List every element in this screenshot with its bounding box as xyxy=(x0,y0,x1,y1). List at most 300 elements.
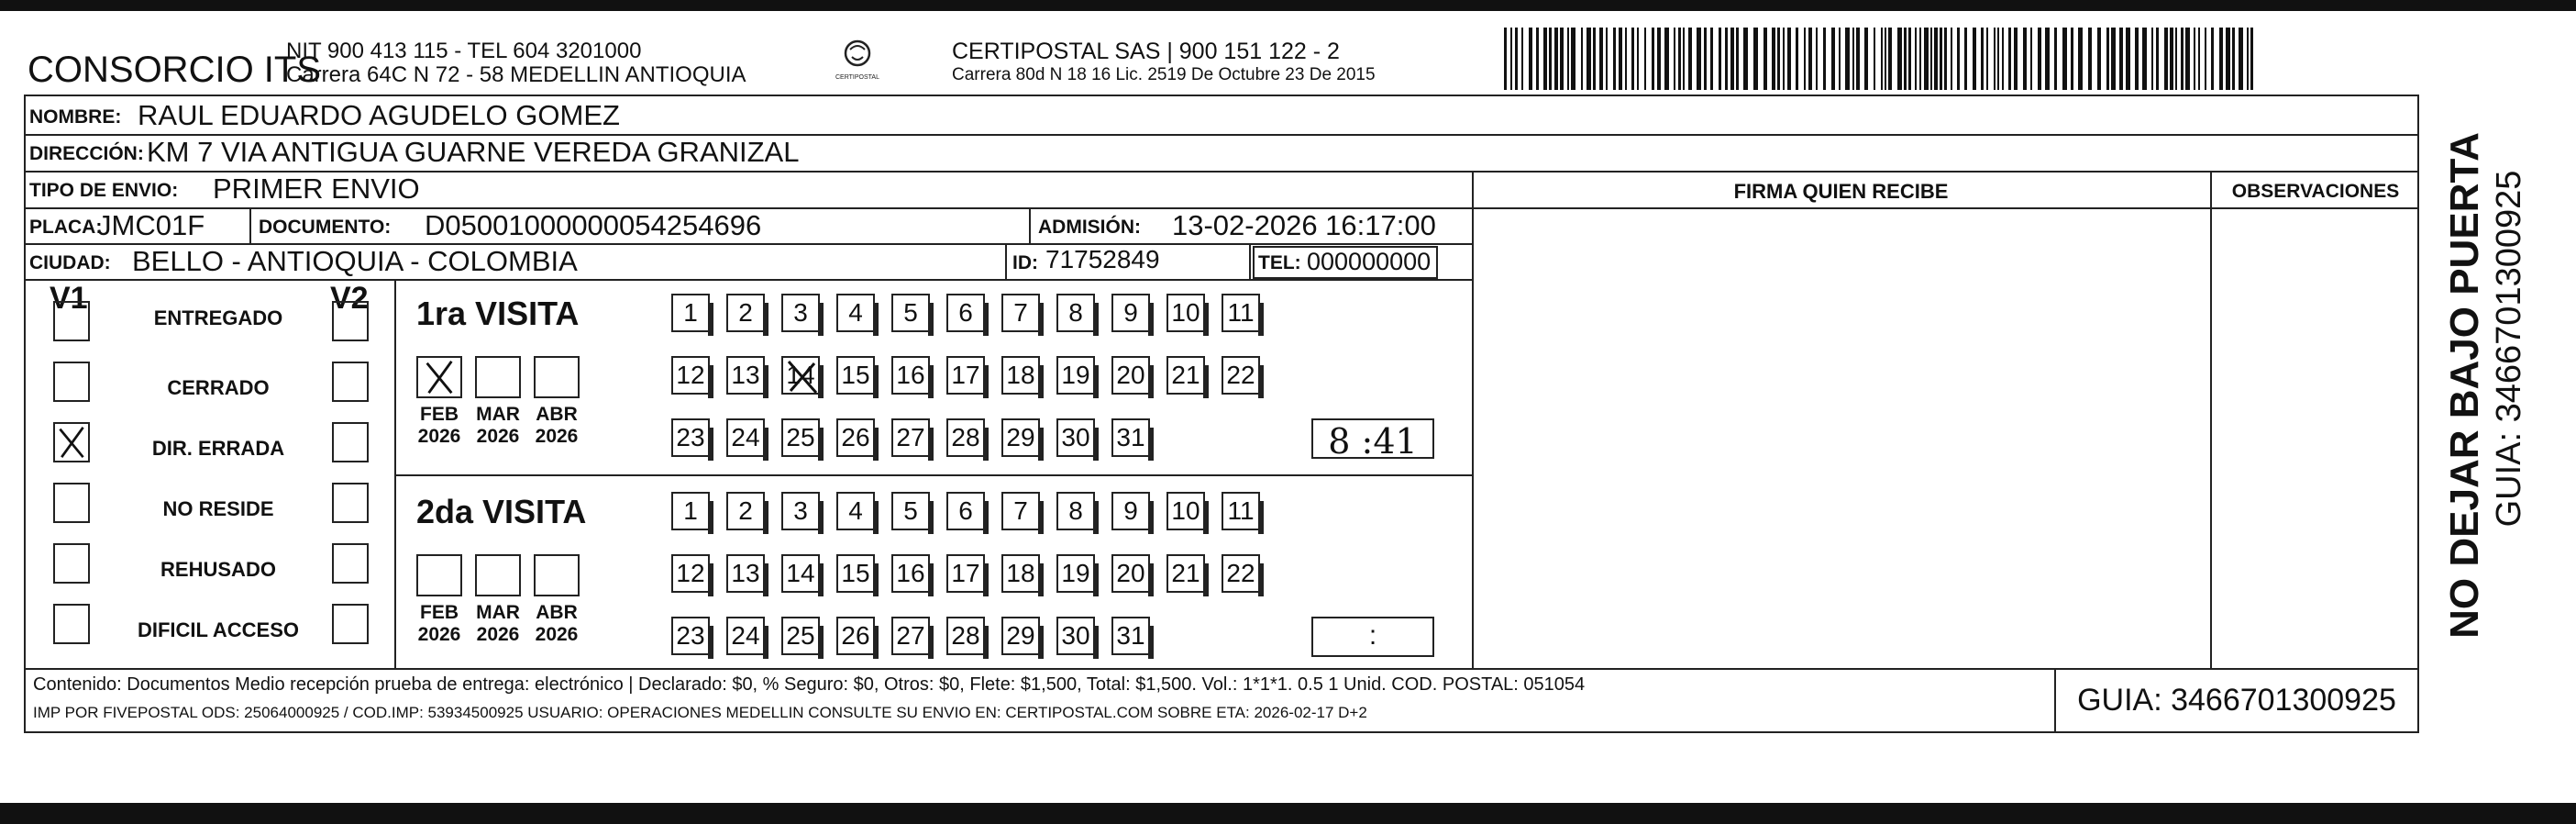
barcode-bar xyxy=(1560,28,1564,90)
day-number: 28 xyxy=(951,621,980,650)
day-number: 15 xyxy=(841,361,870,389)
day-box-17[interactable] xyxy=(946,554,985,593)
day-number: 13 xyxy=(731,559,760,587)
documento-label: DOCUMENTO: xyxy=(259,217,392,238)
day-number: 11 xyxy=(1227,298,1255,327)
placa-label: PLACA: xyxy=(29,217,103,238)
day-box-27[interactable] xyxy=(891,617,930,655)
day-box-22[interactable] xyxy=(1222,356,1260,395)
day-number: 18 xyxy=(1006,361,1035,389)
barcode-bar xyxy=(2142,28,2147,90)
day-box-23[interactable] xyxy=(671,617,710,655)
day-number: 10 xyxy=(1171,496,1200,525)
barcode-bar xyxy=(1986,28,1988,90)
barcode-bar xyxy=(1599,28,1603,90)
barcode-bar xyxy=(2054,28,2057,90)
top-border-band xyxy=(0,0,2576,11)
month-checkbox-abr[interactable] xyxy=(534,554,580,596)
barcode-bar xyxy=(1888,28,1892,90)
month-checkbox-mar[interactable] xyxy=(475,356,521,398)
day-cross-mark xyxy=(783,358,822,396)
barcode-bar xyxy=(2194,28,2195,90)
day-box-14[interactable] xyxy=(781,356,820,395)
day-box-4[interactable] xyxy=(836,294,875,332)
barcode-bar xyxy=(1543,28,1547,90)
cell-divider xyxy=(1249,243,1251,280)
barcode-bar xyxy=(1619,28,1622,90)
month-checkbox-feb[interactable] xyxy=(416,356,462,398)
day-number: 12 xyxy=(676,559,705,587)
day-number: 24 xyxy=(731,423,760,451)
day-box-15[interactable] xyxy=(836,554,875,593)
day-number: 6 xyxy=(958,298,973,327)
day-box-28[interactable] xyxy=(946,617,985,655)
day-box-18[interactable] xyxy=(1001,554,1040,593)
day-number: 31 xyxy=(1116,621,1145,650)
day-box-19[interactable] xyxy=(1056,554,1095,593)
day-number: 16 xyxy=(896,559,925,587)
barcode-bar xyxy=(2205,28,2206,90)
day-number: 11 xyxy=(1227,496,1255,525)
barcode-bar xyxy=(1704,28,1707,90)
barcode-bar xyxy=(1674,28,1675,90)
tipo-envio-label: TIPO DE ENVIO: xyxy=(29,180,179,201)
barcode-bar xyxy=(2164,28,2168,90)
barcode-bar xyxy=(2185,28,2190,90)
day-box-7[interactable] xyxy=(1001,492,1040,530)
day-number: 29 xyxy=(1006,423,1035,451)
footer-content-line: Contenido: Documentos Medio recepción prueba de entrega: electrónico | Declarado: $0, % Seguro: $0, Otros: $0, Flete: $1,500, Total: $1,500. Vol.: 1*1*1. 0.5 1 Unid. COD. POSTAL: 051054 xyxy=(33,674,1586,695)
day-number: 17 xyxy=(951,361,980,389)
barcode-bar xyxy=(1808,28,1812,90)
barcode-bar xyxy=(2038,28,2041,90)
day-box-24[interactable] xyxy=(726,617,765,655)
day-number: 6 xyxy=(958,496,973,525)
admision-value: 13-02-2026 16:17:00 xyxy=(1172,209,1436,241)
side-guia-text: GUIA: 3466701300925 xyxy=(2490,170,2528,528)
barcode-bar xyxy=(1874,28,1875,90)
barcode-bar xyxy=(1606,28,1608,90)
barcode-bar xyxy=(2247,28,2249,90)
day-number: 4 xyxy=(848,496,863,525)
barcode-bar xyxy=(2175,28,2177,90)
barcode-bar xyxy=(1957,28,1960,90)
day-box-14[interactable] xyxy=(781,554,820,593)
day-number: 21 xyxy=(1171,559,1200,587)
v2-checkbox-2[interactable] xyxy=(332,362,369,402)
day-number: 29 xyxy=(1006,621,1035,650)
id-label: ID: xyxy=(1012,252,1038,273)
barcode-bar xyxy=(2219,28,2223,90)
day-box-12[interactable] xyxy=(671,356,710,395)
month-checkbox-mar[interactable] xyxy=(475,554,521,596)
status-option-label: DIR. ERRADA xyxy=(151,437,285,460)
barcode-bar xyxy=(1783,28,1785,90)
admision-label: ADMISIÓN: xyxy=(1038,217,1141,238)
carrier-line: CERTIPOSTAL SAS | 900 151 122 - 2 xyxy=(952,39,1340,64)
barcode-bar xyxy=(1683,28,1685,90)
barcode-bar xyxy=(1839,28,1841,90)
v2-checkbox-5[interactable] xyxy=(332,543,369,584)
status-option-label: DIFICIL ACCESO xyxy=(137,618,299,641)
barcode-bar xyxy=(2023,28,2027,90)
nombre-label: NOMBRE: xyxy=(29,106,122,128)
day-number: 21 xyxy=(1171,361,1200,389)
barcode-bar xyxy=(1743,28,1748,90)
v2-checkbox-6[interactable] xyxy=(332,604,369,644)
barcode-bar xyxy=(1688,28,1692,90)
day-box-19[interactable] xyxy=(1056,356,1095,395)
day-box-2[interactable] xyxy=(726,294,765,332)
barcode-bar xyxy=(1567,28,1569,90)
barcode-bar xyxy=(2078,28,2083,90)
status-option-label: NO RESIDE xyxy=(162,497,274,520)
day-number: 14 xyxy=(786,559,815,587)
barcode-bar xyxy=(2232,28,2235,90)
day-number: 10 xyxy=(1171,298,1200,327)
direccion-label: DIRECCIÓN: xyxy=(29,143,144,164)
status-option-label: CERRADO xyxy=(167,376,270,399)
day-box-1[interactable] xyxy=(671,294,710,332)
barcode-bar xyxy=(1897,28,1902,90)
day-number: 25 xyxy=(786,621,815,650)
month-label: ABR 2026 xyxy=(535,602,579,646)
barcode-bar xyxy=(1644,28,1646,90)
day-number: 1 xyxy=(683,496,698,525)
day-box-12[interactable] xyxy=(671,554,710,593)
day-number: 7 xyxy=(1013,298,1028,327)
v2-checkbox-4[interactable] xyxy=(332,483,369,523)
day-number: 12 xyxy=(676,361,705,389)
day-box-24[interactable] xyxy=(726,418,765,457)
day-box-13[interactable] xyxy=(726,356,765,395)
day-number: 24 xyxy=(731,621,760,650)
v1-label: V1 xyxy=(50,281,88,316)
day-number: 2 xyxy=(738,298,753,327)
time-box[interactable] xyxy=(1311,617,1434,657)
barcode xyxy=(1504,28,2260,90)
barcode-bar xyxy=(2111,28,2116,90)
barcode-bar xyxy=(1981,28,1984,90)
v1-checkbox-6[interactable] xyxy=(53,604,90,644)
v2-checkbox-1[interactable] xyxy=(332,301,369,341)
barcode-bar xyxy=(2119,28,2123,90)
month-label: MAR 2026 xyxy=(476,602,520,646)
documento-value: D05001000000054254696 xyxy=(425,209,762,241)
day-number: 30 xyxy=(1061,621,1090,650)
month-checkbox-abr[interactable] xyxy=(534,356,580,398)
day-box-26[interactable] xyxy=(836,418,875,457)
barcode-bar xyxy=(1631,28,1634,90)
day-number: 27 xyxy=(896,423,925,451)
visit-title: 1ra VISITA xyxy=(416,295,580,332)
barcode-bar xyxy=(1804,28,1806,90)
barcode-bar xyxy=(2198,28,2200,90)
barcode-bar xyxy=(2106,28,2109,90)
v1-checkbox-5[interactable] xyxy=(53,543,90,584)
barcode-bar xyxy=(1924,28,1929,90)
section-divider xyxy=(394,474,1473,476)
tipo-envio-value: PRIMER ENVIO xyxy=(213,173,420,205)
barcode-bar xyxy=(1951,28,1952,90)
day-number: 19 xyxy=(1061,559,1090,587)
day-box-13[interactable] xyxy=(726,554,765,593)
time-value: : xyxy=(1368,620,1377,651)
barcode-bar xyxy=(1915,28,1917,90)
day-number: 31 xyxy=(1116,423,1145,451)
day-number: 23 xyxy=(676,621,705,650)
nombre-value: RAUL EDUARDO AGUDELO GOMEZ xyxy=(138,99,620,131)
direccion-value: KM 7 VIA ANTIGUA GUARNE VEREDA GRANIZAL xyxy=(147,136,800,168)
barcode-bar xyxy=(2126,28,2130,90)
day-box-5[interactable] xyxy=(891,492,930,530)
day-box-20[interactable] xyxy=(1111,356,1150,395)
barcode-bar xyxy=(2008,28,2011,90)
address-line: Carrera 64C N 72 - 58 MEDELLIN ANTIOQUIA xyxy=(286,62,746,87)
barcode-bar xyxy=(2071,28,2073,90)
day-box-29[interactable] xyxy=(1001,418,1040,457)
barcode-bar xyxy=(1777,28,1780,90)
bottom-border-band xyxy=(0,803,2576,824)
time-box[interactable] xyxy=(1311,418,1434,462)
barcode-bar xyxy=(1678,28,1681,90)
barcode-bar xyxy=(2211,28,2214,90)
barcode-bar xyxy=(2088,28,2092,90)
barcode-bar xyxy=(1823,28,1826,90)
barcode-bar xyxy=(2002,28,2004,90)
barcode-bar xyxy=(1664,28,1669,90)
col-divider xyxy=(1472,171,1474,668)
barcode-bar xyxy=(1940,28,1942,90)
certipostal-logo xyxy=(830,35,885,90)
tel-label: TEL: xyxy=(1258,252,1301,273)
barcode-bar xyxy=(1581,28,1583,90)
day-box-4[interactable] xyxy=(836,492,875,530)
visit-title: 2da VISITA xyxy=(416,493,587,530)
barcode-bar xyxy=(2151,28,2153,90)
ciudad-label: CIUDAD: xyxy=(29,252,111,273)
day-box-29[interactable] xyxy=(1001,617,1040,655)
day-box-30[interactable] xyxy=(1056,418,1095,457)
day-number: 23 xyxy=(676,423,705,451)
day-box-21[interactable] xyxy=(1166,554,1205,593)
brand-name: CONSORCIO ITS xyxy=(28,50,322,90)
barcode-bar xyxy=(2239,28,2243,90)
day-box-9[interactable] xyxy=(1111,492,1150,530)
cell-divider xyxy=(1005,243,1007,280)
day-number: 2 xyxy=(738,496,753,525)
day-box-25[interactable] xyxy=(781,418,820,457)
v1-checkbox-3[interactable] xyxy=(53,422,90,462)
tel-value: 000000000 xyxy=(1307,248,1432,275)
day-box-16[interactable] xyxy=(891,356,930,395)
barcode-bar xyxy=(2014,28,2018,90)
v1-checkbox-2[interactable] xyxy=(53,362,90,402)
barcode-bar xyxy=(1919,28,1921,90)
day-box-3[interactable] xyxy=(781,492,820,530)
barcode-bar xyxy=(2097,28,2101,90)
day-box-23[interactable] xyxy=(671,418,710,457)
footer-meta-line: IMP POR FIVEPOSTAL ODS: 25064000925 / COD.IMP: 53934500925 USUARIO: OPERACIONES MEDELLIN CONSULTE SU ENVIO EN: CERTIPOSTAL.COM SOBRE ETA: 2026-02-17 D+2 xyxy=(33,704,1367,721)
day-number: 22 xyxy=(1226,361,1255,389)
day-number: 17 xyxy=(951,559,980,587)
barcode-bar xyxy=(1657,28,1661,90)
barcode-bar xyxy=(1571,28,1575,90)
month-label: ABR 2026 xyxy=(535,404,579,448)
day-number: 28 xyxy=(951,423,980,451)
day-box-7[interactable] xyxy=(1001,294,1040,332)
day-number: 25 xyxy=(786,423,815,451)
barcode-bar xyxy=(1908,28,1911,90)
firma-header: FIRMA QUIEN RECIBE xyxy=(1733,180,1949,203)
day-number: 15 xyxy=(841,559,870,587)
day-number: 20 xyxy=(1116,361,1145,389)
cell-divider xyxy=(249,207,251,244)
barcode-bar xyxy=(1885,28,1886,90)
day-box-1[interactable] xyxy=(671,492,710,530)
day-number: 4 xyxy=(848,298,863,327)
barcode-bar xyxy=(2181,28,2184,90)
row-line xyxy=(24,668,2419,670)
day-number: 30 xyxy=(1061,423,1090,451)
time-value: 8 :41 xyxy=(1328,421,1418,462)
day-number: 1 xyxy=(683,298,698,327)
barcode-bar xyxy=(1504,28,1507,90)
day-number: 26 xyxy=(841,423,870,451)
placa-value: JMC01F xyxy=(97,209,205,241)
id-value: 71752849 xyxy=(1045,245,1160,273)
v2-label: V2 xyxy=(330,281,369,316)
day-box-18[interactable] xyxy=(1001,356,1040,395)
barcode-bar xyxy=(1625,28,1627,90)
barcode-bar xyxy=(1593,28,1596,90)
day-number: 9 xyxy=(1123,298,1138,327)
barcode-bar xyxy=(1934,28,1938,90)
barcode-bar xyxy=(1719,28,1721,90)
barcode-bar xyxy=(2170,28,2173,90)
v2-checkbox-3[interactable] xyxy=(332,422,369,462)
barcode-bar xyxy=(1536,28,1539,90)
col-divider xyxy=(2210,171,2212,668)
day-number: 22 xyxy=(1226,559,1255,587)
day-number: 26 xyxy=(841,621,870,650)
day-number: 9 xyxy=(1123,496,1138,525)
month-label: MAR 2026 xyxy=(476,404,520,448)
barcode-bar xyxy=(1763,28,1767,90)
barcode-bar xyxy=(1529,28,1532,90)
day-number: 19 xyxy=(1061,361,1090,389)
barcode-bar xyxy=(1816,28,1818,90)
day-box-31[interactable] xyxy=(1111,617,1150,655)
row-line xyxy=(24,279,1473,281)
barcode-bar xyxy=(1521,28,1523,90)
day-number: 20 xyxy=(1116,559,1145,587)
day-number: 3 xyxy=(793,496,808,525)
nit-line: NIT 900 413 115 - TEL 604 3201000 xyxy=(286,39,642,63)
day-box-16[interactable] xyxy=(891,554,930,593)
barcode-bar xyxy=(1973,28,1976,90)
barcode-bar xyxy=(1725,28,1728,90)
barcode-bar xyxy=(2135,28,2139,90)
header-underline xyxy=(1472,207,2419,209)
day-box-10[interactable] xyxy=(1166,294,1205,332)
barcode-bar xyxy=(1710,28,1713,90)
day-box-8[interactable] xyxy=(1056,294,1095,332)
day-number: 8 xyxy=(1068,298,1083,327)
svg-text:CERTIPOSTAL: CERTIPOSTAL xyxy=(835,74,879,81)
day-box-28[interactable] xyxy=(946,418,985,457)
barcode-bar xyxy=(1904,28,1907,90)
day-box-27[interactable] xyxy=(891,418,930,457)
barcode-bar xyxy=(1997,28,1999,90)
barcode-bar xyxy=(1796,28,1798,90)
day-number: 16 xyxy=(896,361,925,389)
barcode-bar xyxy=(1736,28,1739,90)
barcode-bar xyxy=(2250,28,2253,90)
carrier-address: Carrera 80d N 18 16 Lic. 2519 De Octubre 23 De 2015 xyxy=(952,65,1376,84)
barcode-bar xyxy=(1510,28,1512,90)
day-number: 13 xyxy=(731,361,760,389)
month-label: FEB 2026 xyxy=(417,602,461,646)
day-box-21[interactable] xyxy=(1166,356,1205,395)
barcode-bar xyxy=(2156,28,2159,90)
barcode-bar xyxy=(1856,28,1860,90)
barcode-bar xyxy=(1944,28,1947,90)
day-box-25[interactable] xyxy=(781,617,820,655)
day-box-10[interactable] xyxy=(1166,492,1205,530)
v1-checkbox-1[interactable] xyxy=(53,301,90,341)
day-box-26[interactable] xyxy=(836,617,875,655)
day-box-2[interactable] xyxy=(726,492,765,530)
day-box-17[interactable] xyxy=(946,356,985,395)
month-label: FEB 2026 xyxy=(417,404,461,448)
section-divider xyxy=(394,279,396,668)
barcode-bar xyxy=(1864,28,1868,90)
barcode-bar xyxy=(1554,28,1558,90)
cell-divider xyxy=(1029,207,1031,244)
barcode-bar xyxy=(1964,28,1967,90)
day-box-5[interactable] xyxy=(891,294,930,332)
day-box-15[interactable] xyxy=(836,356,875,395)
barcode-bar xyxy=(1930,28,1932,90)
day-number: 5 xyxy=(903,496,918,525)
barcode-bar xyxy=(1652,28,1654,90)
ciudad-value: BELLO - ANTIOQUIA - COLOMBIA xyxy=(132,245,578,277)
day-box-11[interactable] xyxy=(1222,492,1260,530)
day-box-11[interactable] xyxy=(1222,294,1260,332)
day-box-30[interactable] xyxy=(1056,617,1095,655)
day-box-3[interactable] xyxy=(781,294,820,332)
day-box-20[interactable] xyxy=(1111,554,1150,593)
barcode-bar xyxy=(1994,28,1996,90)
v1-checkbox-4[interactable] xyxy=(53,483,90,523)
month-checkbox-feb[interactable] xyxy=(416,554,462,596)
barcode-bar xyxy=(1587,28,1591,90)
barcode-bar xyxy=(1831,28,1835,90)
day-box-8[interactable] xyxy=(1056,492,1095,530)
day-box-22[interactable] xyxy=(1222,554,1260,593)
day-box-6[interactable] xyxy=(946,492,985,530)
day-number: 3 xyxy=(793,298,808,327)
barcode-bar xyxy=(1881,28,1883,90)
status-option-label: ENTREGADO xyxy=(153,306,283,329)
day-box-31[interactable] xyxy=(1111,418,1150,457)
day-number: 5 xyxy=(903,298,918,327)
barcode-bar xyxy=(1772,28,1775,90)
day-box-6[interactable] xyxy=(946,294,985,332)
day-box-9[interactable] xyxy=(1111,294,1150,332)
barcode-bar xyxy=(2226,28,2230,90)
